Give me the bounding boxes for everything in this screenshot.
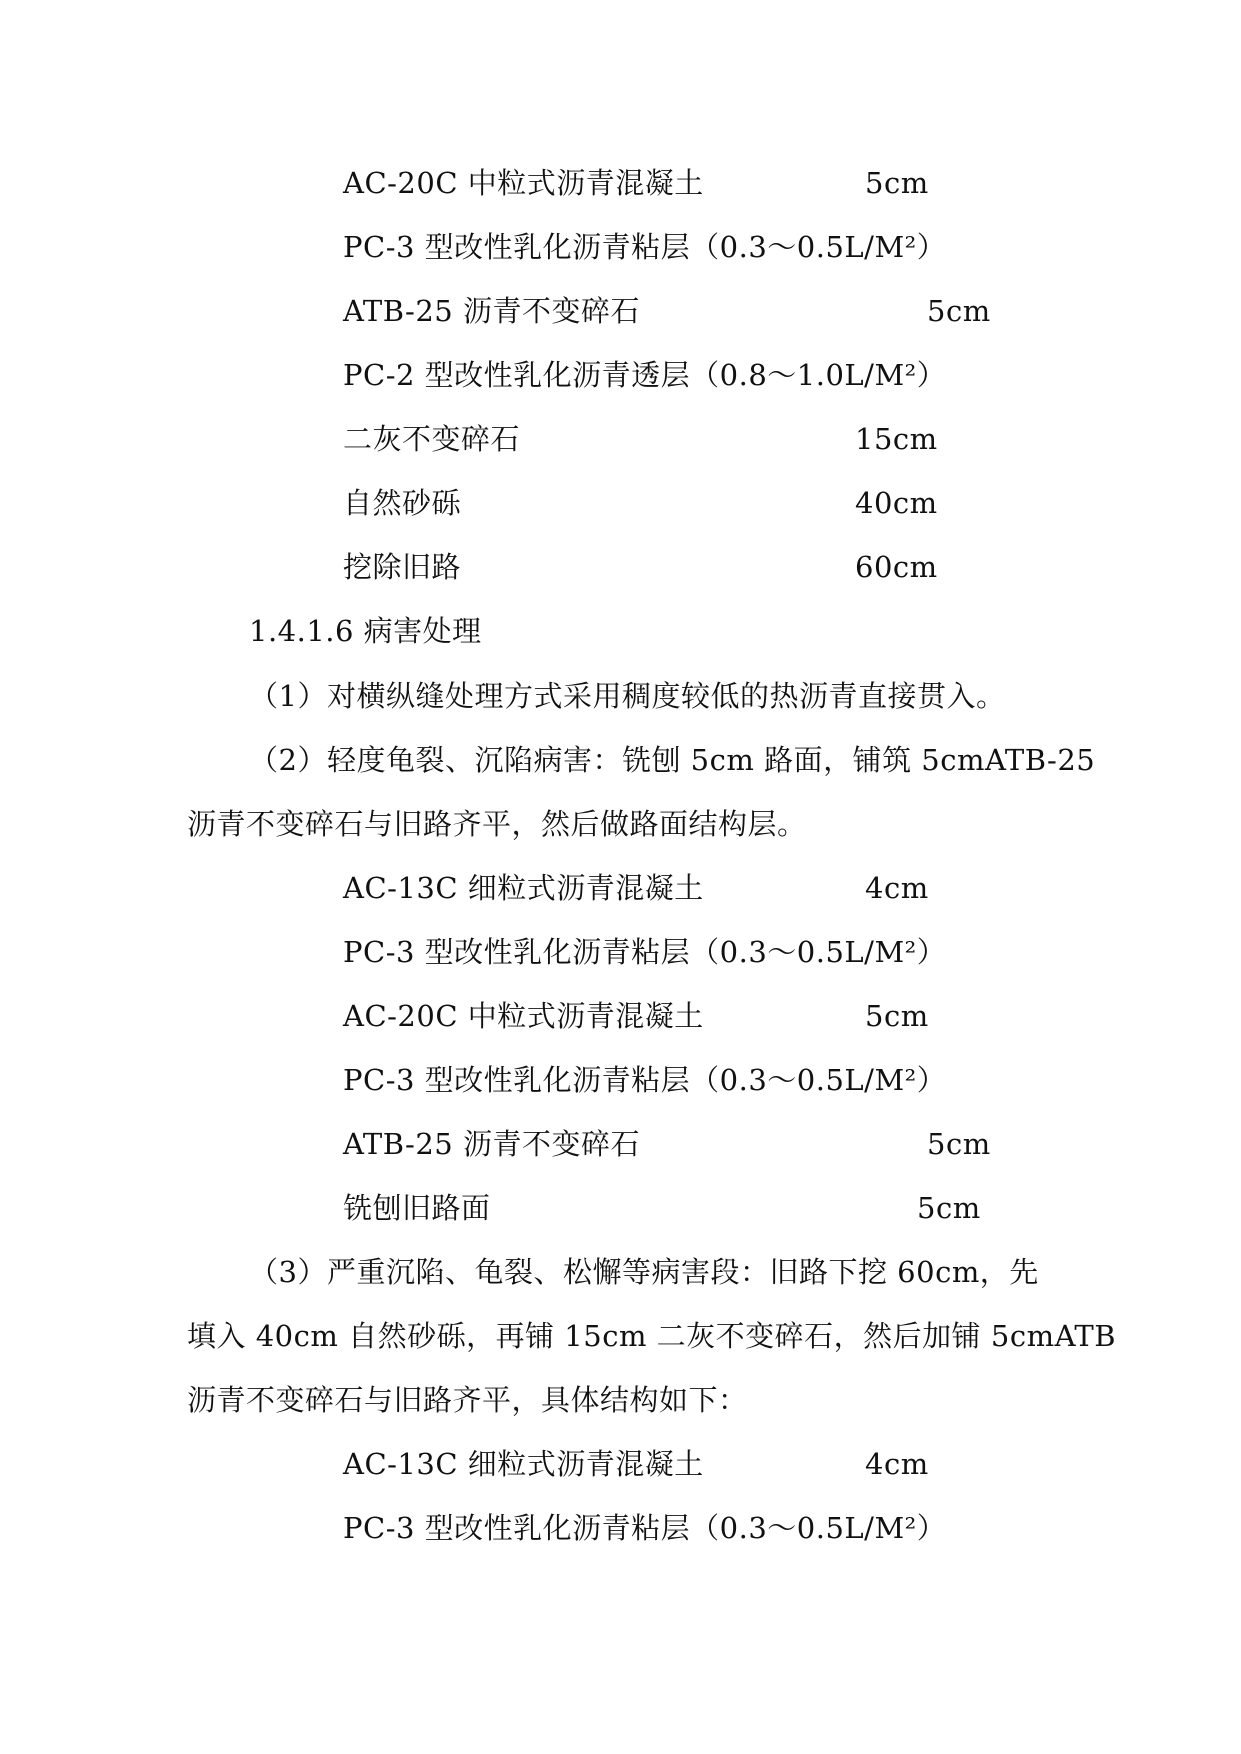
layer-name: PC-3 型改性乳化沥青粘层（0.3～0.5L/M²） xyxy=(343,935,947,969)
layer-name: PC-3 型改性乳化沥青粘层（0.3～0.5L/M²） xyxy=(343,1063,947,1097)
paragraph-continuation: 沥青不变碎石与旧路齐平，具体结构如下： xyxy=(187,1383,748,1417)
layer-name: 挖除旧路 xyxy=(343,550,462,584)
paragraph-continuation: 沥青不变碎石与旧路齐平，然后做路面结构层。 xyxy=(187,807,807,841)
layer-thickness: 5cm xyxy=(927,1127,991,1161)
layer-thickness: 40cm xyxy=(855,486,938,520)
layer-name: PC-3 型改性乳化沥青粘层（0.3～0.5L/M²） xyxy=(343,1511,947,1545)
layer-thickness: 5cm xyxy=(927,294,991,328)
section-heading: 1.4.1.6 病害处理 xyxy=(249,614,482,648)
layer-name: AC-13C 细粒式沥青混凝土 xyxy=(343,871,704,905)
layer-thickness: 4cm xyxy=(865,871,929,905)
paragraph-continuation: 填入 40cm 自然砂砾，再铺 15cm 二灰不变碎石，然后加铺 5cmATB xyxy=(187,1319,1117,1353)
layer-name: ATB-25 沥青不变碎石 xyxy=(343,1127,640,1161)
layer-thickness: 60cm xyxy=(855,550,938,584)
layer-name: 二灰不变碎石 xyxy=(343,422,521,456)
layer-thickness: 4cm xyxy=(865,1447,929,1481)
layer-thickness: 5cm xyxy=(865,166,929,200)
layer-name: 自然砂砾 xyxy=(343,486,462,520)
layer-name: ATB-25 沥青不变碎石 xyxy=(343,294,640,328)
paragraph: （1）对横纵缝处理方式采用稠度较低的热沥青直接贯入。 xyxy=(249,679,1006,713)
layer-thickness: 5cm xyxy=(865,999,929,1033)
layer-name: AC-20C 中粒式沥青混凝土 xyxy=(343,166,704,200)
layer-name: 铣刨旧路面 xyxy=(343,1191,491,1225)
layer-name: AC-13C 细粒式沥青混凝土 xyxy=(343,1447,704,1481)
layer-thickness: 5cm xyxy=(917,1191,981,1225)
paragraph: （3）严重沉陷、龟裂、松懈等病害段：旧路下挖 60cm，先 xyxy=(249,1255,1039,1289)
layer-thickness: 15cm xyxy=(855,422,938,456)
paragraph: （2）轻度龟裂、沉陷病害：铣刨 5cm 路面，铺筑 5cmATB-25 xyxy=(249,743,1096,777)
layer-name: PC-3 型改性乳化沥青粘层（0.3～0.5L/M²） xyxy=(343,230,947,264)
layer-name: PC-2 型改性乳化沥青透层（0.8～1.0L/M²） xyxy=(343,358,947,392)
layer-name: AC-20C 中粒式沥青混凝土 xyxy=(343,999,704,1033)
